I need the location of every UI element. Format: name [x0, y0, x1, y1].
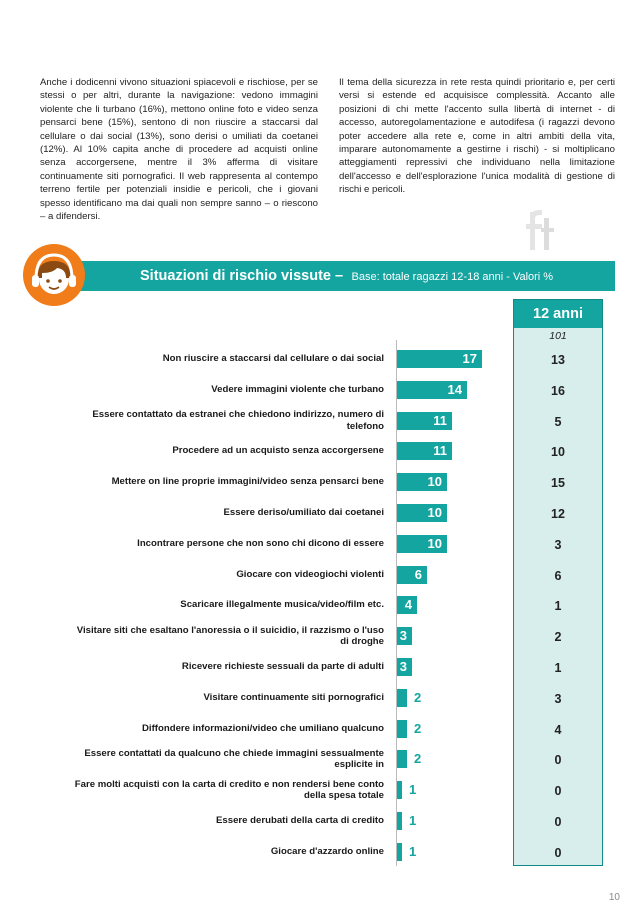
age-12-value: 0	[554, 815, 562, 829]
chart-category-label: Scaricare illegalmente musica/video/film etc.	[180, 599, 384, 611]
age-12-value: 3	[554, 691, 562, 706]
chart-category-label: Giocare con videogiochi violenti	[236, 568, 384, 580]
chart-category-label: Essere contattati da qualcuno che chiede immagini sessualmente esplicite in	[84, 747, 384, 771]
age-12-value: 12	[551, 507, 565, 521]
chart-bar-value: 4	[404, 597, 412, 613]
chart-category-label: Mettere on line proprie immagini/video senza pensarci bene	[111, 476, 384, 488]
chart-bar-value: 10	[427, 474, 442, 490]
chart-category-label: Essere contattato da estranei che chiedono indirizzo, numero di telefono	[92, 409, 384, 432]
chart-bar-value: 17	[462, 351, 477, 366]
section-base-note: Base: totale ragazzi 12-18 anni - Valori %	[351, 271, 554, 283]
chart-category-label: Diffondere informazioni/video che umiliano qualcuno	[142, 722, 384, 734]
chart-bar	[397, 812, 402, 830]
age-12-value: 16	[551, 383, 565, 398]
chart-bar-value: 1	[409, 843, 417, 859]
chart-bar-value: 10	[427, 535, 442, 551]
chart-category-label: Vedere immagini violente che turbano	[211, 383, 384, 395]
intro-paragraph-left: Anche i dodicenni vivono situazioni spiacevoli e rischiose, per se stessi o per altri, durante la navigazione: vedono immagini violente che li turbano (16%), mettono online foto e video senza pensarci bene (15%), sentono di non riuscire a staccarsi dal cellulare o dai social (13%), sono derisi o umiliati da coetanei (12%). Al 10% capita anche di procedere ad acquisti online senza accorgersene, mentre il 3% afferma di visitare continuamente siti pornografici. Il web rappresenta al contempo terreno fertile per potenziali insidie e pericoli, che i giovani spesso identificano ma dai quali non sempre sanno – o riescono – a difendersi.	[40, 77, 318, 223]
age-12-value: 13	[551, 353, 565, 367]
age-12-value: 15	[551, 476, 565, 491]
age-12-value: 2	[554, 630, 562, 645]
chart-category-label: Visitare siti che esaltano l'anoressia o il suicidio, il razzismo o l'uso di droghe	[76, 624, 384, 648]
page-number: 10	[608, 892, 620, 903]
chart-bar	[397, 843, 402, 861]
age-12-value: 10	[551, 445, 565, 460]
chart-category-label: Essere deriso/umiliato dai coetanei	[223, 507, 384, 518]
chart-category-label: Essere derubati della carta di credito	[216, 815, 384, 826]
age-12-value: 1	[554, 599, 562, 614]
intro-paragraph-right: Il tema della sicurezza in rete resta quindi prioritario e, per certi versi si estende ed acquisisce complessità. Accanto alle posizioni di chi mette l'accento sulla libertà di internet - di accesso, autoregolamentazione e autodifesa (i ragazzi devono poter accedere alla rete e, come in altri ambiti della vita, imparare autonomamente a gestirne i rischi) - si moltiplicano atteggiamenti repressivi che individuano nella limitazione dell'accesso e dell'esplorazione l'unica modalità di gestione di rischi e pericoli.	[339, 77, 615, 196]
chart-bar-value: 2	[414, 720, 422, 736]
chart-bar-value: 2	[414, 689, 422, 705]
social-watermark-icon	[522, 208, 558, 250]
chart-bar	[397, 750, 407, 768]
chart-category-label: Procedere ad un acquisto senza accorgersene	[172, 445, 384, 457]
age-12-value: 6	[554, 568, 562, 583]
section-title: Situazioni di rischio vissute –	[140, 268, 344, 284]
chart-bar-value: 1	[409, 782, 417, 798]
chart-category-label: Visitare continuamente siti pornografici	[203, 691, 384, 703]
age-12-value: 0	[554, 784, 562, 799]
age-12-value: 0	[554, 753, 562, 768]
teen-avatar-icon	[22, 243, 86, 307]
age-12-value: 1	[554, 661, 562, 675]
section-header	[140, 261, 553, 291]
chart-bar-value: 10	[427, 505, 442, 520]
chart-bar-value: 1	[409, 813, 417, 828]
chart-category-label: Non riuscire a staccarsi dal cellulare o dai social	[162, 353, 384, 364]
age-12-panel-title: 12 anni	[514, 300, 602, 328]
chart-bar-value: 3	[399, 628, 407, 644]
chart-category-label: Giocare d'azzardo online	[270, 845, 384, 857]
chart-category-label: Incontrare persone che non sono chi dicono di essere	[137, 537, 384, 549]
chart-bar-value: 6	[414, 566, 422, 582]
age-12-value: 4	[554, 722, 562, 737]
age-12-panel	[513, 299, 603, 866]
chart-bar	[397, 781, 402, 799]
age-12-value: 5	[554, 414, 562, 429]
chart-bar	[397, 689, 407, 707]
chart-bar-value: 11	[433, 443, 447, 459]
chart-bar	[397, 720, 407, 738]
chart-category-label: Fare molti acquisti con la carta di credito e non rendersi bene conto della spesa totale	[74, 778, 384, 802]
chart-bar-value: 3	[399, 659, 407, 674]
age-12-value: 3	[554, 537, 562, 552]
chart-bar-value: 11	[433, 412, 447, 428]
age-12-sample-size: 101	[549, 330, 567, 342]
age-12-value: 0	[554, 845, 562, 860]
chart-bar-value: 2	[414, 751, 422, 767]
chart-bar-value: 14	[447, 381, 462, 397]
chart-category-label: Ricevere richieste sessuali da parte di adulti	[181, 661, 384, 672]
